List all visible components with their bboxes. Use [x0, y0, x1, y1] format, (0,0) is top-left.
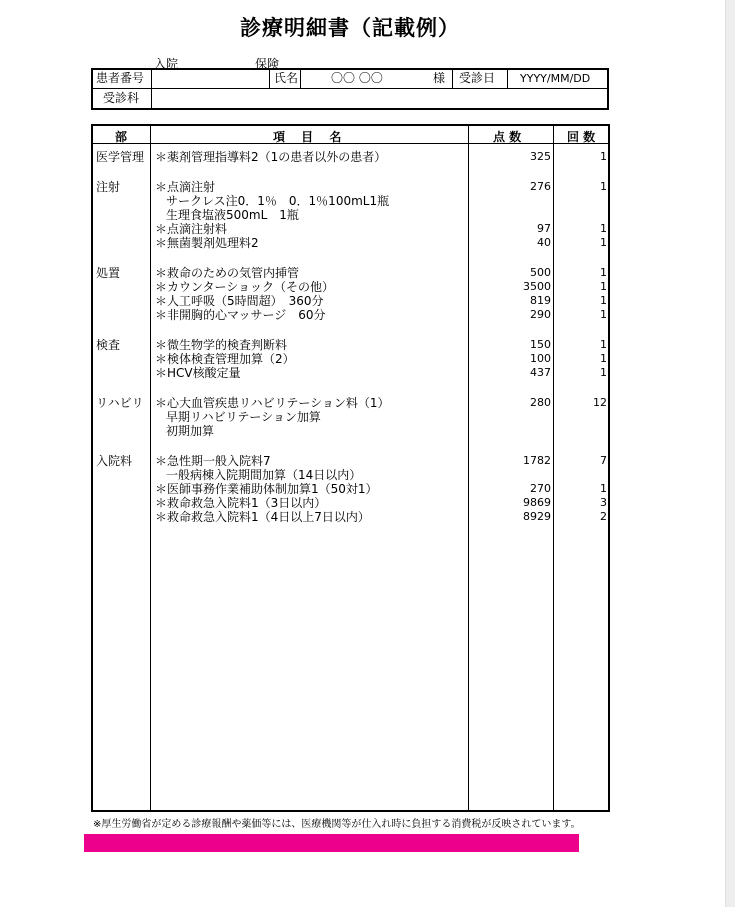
item-name: ＊HCV核酸定量: [155, 366, 241, 380]
count-value: 1: [600, 294, 607, 307]
page-scrollbar-edge: [725, 0, 735, 907]
points-value: 1782: [523, 454, 551, 467]
item-name: 生理食塩液500mL 1瓶: [166, 208, 299, 222]
name-label: 氏名: [274, 71, 299, 85]
item-name: ＊救命救急入院料1（4日以上7日以内）: [155, 510, 370, 524]
count-value: 1: [600, 308, 607, 321]
count-value: 1: [600, 352, 607, 365]
header-col-line: [269, 70, 270, 88]
honorific-suffix: 様: [433, 71, 446, 85]
billing-detail-table: [91, 124, 610, 812]
count-value: 1: [600, 222, 607, 235]
item-name: ＊無菌製剤処理料2: [155, 236, 259, 250]
page-title: 診療明細書（記載例）: [240, 16, 460, 40]
item-name: 早期リハビリテーション加算: [166, 410, 321, 424]
section-label: 医学管理: [96, 150, 145, 164]
item-name: ＊救命救急入院料1（3日以内）: [155, 496, 327, 510]
points-value: 150: [530, 338, 551, 351]
item-name: サークレス注0．1％ 0．1％100mL1瓶: [166, 194, 390, 208]
header-col-line: [300, 70, 301, 88]
count-value: 1: [600, 482, 607, 495]
department-label: 受診科: [103, 91, 140, 105]
count-value: 1: [600, 366, 607, 379]
header-col-line: [151, 70, 152, 110]
count-value: 1: [600, 338, 607, 351]
item-name: ＊点滴注射: [155, 180, 216, 194]
count-value: 12: [593, 396, 607, 409]
col-header-count: 回 数: [567, 130, 596, 144]
insurance-label: 保険: [255, 57, 280, 71]
count-value: 1: [600, 236, 607, 249]
count-value: 1: [600, 150, 607, 163]
points-value: 8929: [523, 510, 551, 523]
section-label: リハビリ: [96, 396, 144, 410]
points-value: 290: [530, 308, 551, 321]
item-name: 初期加算: [166, 424, 215, 438]
count-value: 1: [600, 180, 607, 193]
header-row-divider: [93, 88, 607, 89]
points-value: 9869: [523, 496, 551, 509]
item-name: ＊カウンターショック（その他）: [155, 280, 335, 294]
header-col-line: [507, 70, 508, 88]
points-value: 437: [530, 366, 551, 379]
section-label: 検査: [96, 338, 121, 352]
table-header-divider: [93, 143, 608, 144]
tax-footnote: ※厚生労働省が定める診療報酬や薬価等には、医療機関等が仕入れ時に負担する消費税が反映されています。: [93, 819, 581, 830]
inpatient-label: 入院: [154, 57, 179, 71]
table-col-line: [150, 126, 151, 810]
points-value: 500: [530, 266, 551, 279]
col-header-points: 点 数: [493, 130, 522, 144]
item-name: ＊救命のための気管内挿管: [155, 266, 300, 280]
section-label: 処置: [96, 266, 121, 280]
table-col-line: [468, 126, 469, 810]
item-name: ＊点滴注射料: [155, 222, 228, 236]
count-value: 1: [600, 280, 607, 293]
item-name: ＊医師事務作業補助体制加算1（50対1）: [155, 482, 378, 496]
points-value: 40: [537, 236, 551, 249]
count-value: 3: [600, 496, 607, 509]
points-value: 276: [530, 180, 551, 193]
visit-date-value: YYYY/MM/DD: [520, 72, 591, 85]
table-col-line: [553, 126, 554, 810]
col-header-section: 部: [115, 130, 128, 144]
points-value: 819: [530, 294, 551, 307]
item-name: ＊心大血管疾患リハビリテーション料（1）: [155, 396, 390, 410]
col-header-item: 項 目 名: [273, 130, 348, 144]
item-name: ＊非開胸的心マッサージ 60分: [155, 308, 326, 322]
patient-name-value: 〇〇 〇〇: [331, 71, 383, 85]
item-name: 一般病棟入院期間加算（14日以内）: [166, 468, 362, 482]
points-value: 270: [530, 482, 551, 495]
count-value: 2: [600, 510, 607, 523]
pink-highlight-bar: [84, 834, 579, 852]
item-name: ＊微生物学的検査判断料: [155, 338, 288, 352]
count-value: 1: [600, 266, 607, 279]
item-name: ＊検体検査管理加算（2）: [155, 352, 295, 366]
visit-date-label: 受診日: [459, 71, 496, 85]
item-name: ＊人工呼吸（5時間超） 360分: [155, 294, 324, 308]
patient-no-label: 患者番号: [96, 71, 145, 85]
item-name: ＊薬剤管理指導料2（1の患者以外の患者）: [155, 150, 387, 164]
points-value: 325: [530, 150, 551, 163]
count-value: 7: [600, 454, 607, 467]
points-value: 100: [530, 352, 551, 365]
points-value: 97: [537, 222, 551, 235]
header-col-line: [452, 70, 453, 88]
section-label: 注射: [96, 180, 121, 194]
item-name: ＊急性期一般入院料7: [155, 454, 271, 468]
patient-info-header: [91, 68, 609, 110]
points-value: 280: [530, 396, 551, 409]
points-value: 3500: [523, 280, 551, 293]
section-label: 入院料: [96, 454, 133, 468]
